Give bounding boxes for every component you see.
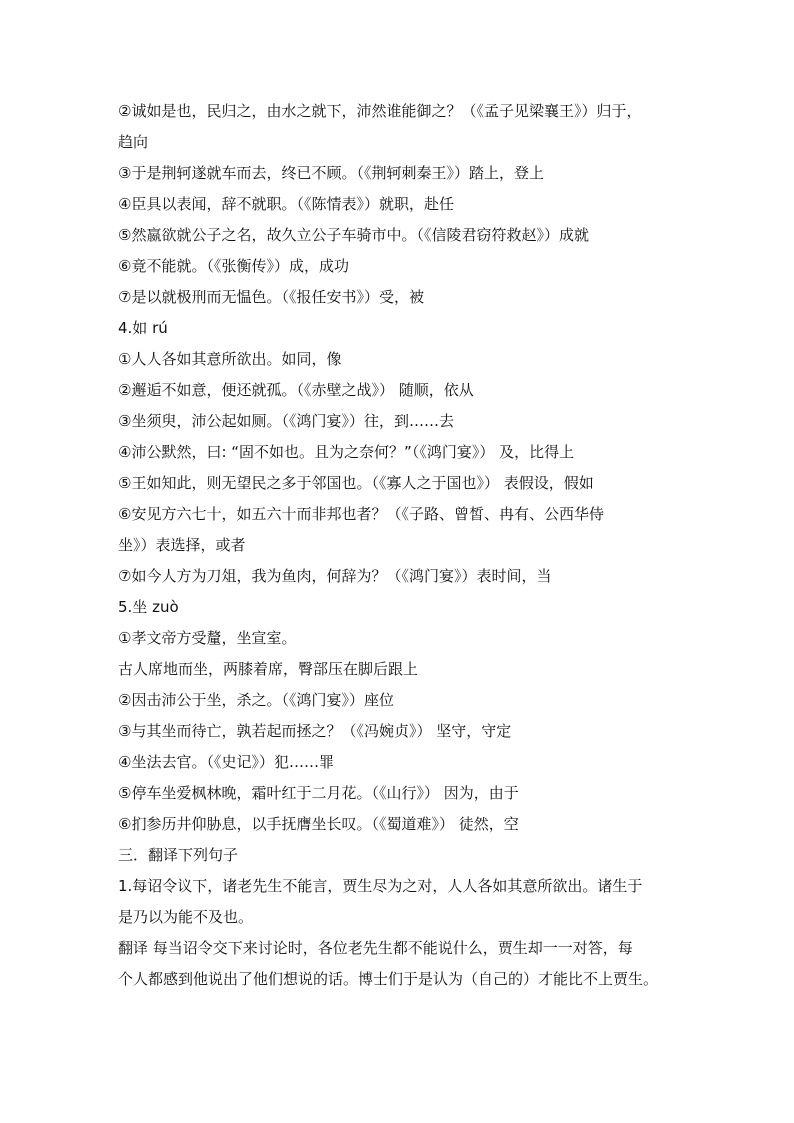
text-line: ②邂逅不如意，便还就孤。（《赤壁之战》） 随顺，依从	[118, 381, 474, 399]
text-line: 是乃以为能不及也。	[118, 908, 254, 926]
text-line: ⑤王如知此，则无望民之多于邻国也。（《寡人之于国也》） 表假设，假如	[118, 474, 594, 492]
text-line: ①孝文帝方受釐，坐宣室。	[118, 629, 297, 647]
text-line: 1.每诏令议下，诸老先生不能言，贾生尽为之对，人人各如其意所欲出。诸生于	[118, 877, 643, 895]
text-line: 翻译 每当诏令交下来讨论时，各位老先生都不能说什么，贾生却一一对答，每	[118, 939, 633, 957]
text-line: ④沛公默然，曰: “固不如也。且为之奈何？”（《鸿门宴》） 及，比得上	[118, 443, 575, 461]
text-line: ⑥扪参历井仰胁息，以手抚膺坐长叹。（《蜀道难》） 徒然，空	[118, 815, 519, 833]
text-line: ⑦如今人方为刀俎，我为鱼肉，何辞为？（《鸿门宴》）表时间，当	[118, 567, 552, 585]
text-line: ④臣具以表闻，辞不就职。（《陈情表》）就职，赴任	[118, 195, 454, 213]
text-line: ⑥安见方六七十，如五六十而非邦也者？（《子路、曾皙、冉有、公西华侍	[118, 505, 604, 523]
text-line: ③坐须臾，沛公起如厕。（《鸿门宴》）往，到……去	[118, 412, 454, 430]
text-line: ④坐法去官。（《史记》）犯……罪	[118, 753, 334, 771]
text-line: 个人都感到他说出了他们想说的话。博士们于是认为（自己的）才能比不上贾生。	[118, 970, 659, 988]
text-line: ③于是荆轲遂就车而去，终已不顾。（《荆轲刺秦王》）踏上，登上	[118, 164, 544, 182]
text-line: ⑦是以就极刑而无愠色。（《报任安书》）受，被	[118, 288, 424, 306]
text-line: 坐》）表选择，或者	[118, 536, 246, 554]
text-line: ⑤然嬴欲就公子之名，故久立公子车骑市中。（《信陵君窃符救赵》）成就	[118, 226, 589, 244]
text-line: ③与其坐而待亡，孰若起而拯之？（《冯婉贞》） 坚守，守定	[118, 722, 512, 740]
text-line: 古人席地而坐，两膝着席，臀部压在脚后跟上	[118, 660, 419, 678]
section-heading: 三．翻译下列句子	[118, 846, 239, 864]
text-line: ⑤停车坐爱枫林晚，霜叶红于二月花。（《山行》） 因为，由于	[118, 784, 519, 802]
section-heading: 5.坐 zuò	[118, 598, 179, 616]
section-heading: 4.如 rú	[118, 319, 168, 337]
text-line: ①人人各如其意所欲出。如同，像	[118, 350, 342, 368]
text-line: 趋向	[118, 133, 149, 151]
text-line: ⑥竟不能就。（《张衡传》）成，成功	[118, 257, 349, 275]
document-page	[118, 96, 680, 995]
text-line: ②因击沛公于坐，杀之。（《鸿门宴》）座位	[118, 691, 394, 709]
text-line: ②诚如是也，民归之，由水之就下，沛然谁能御之？（《孟子见梁襄王》）归于，	[118, 102, 642, 120]
